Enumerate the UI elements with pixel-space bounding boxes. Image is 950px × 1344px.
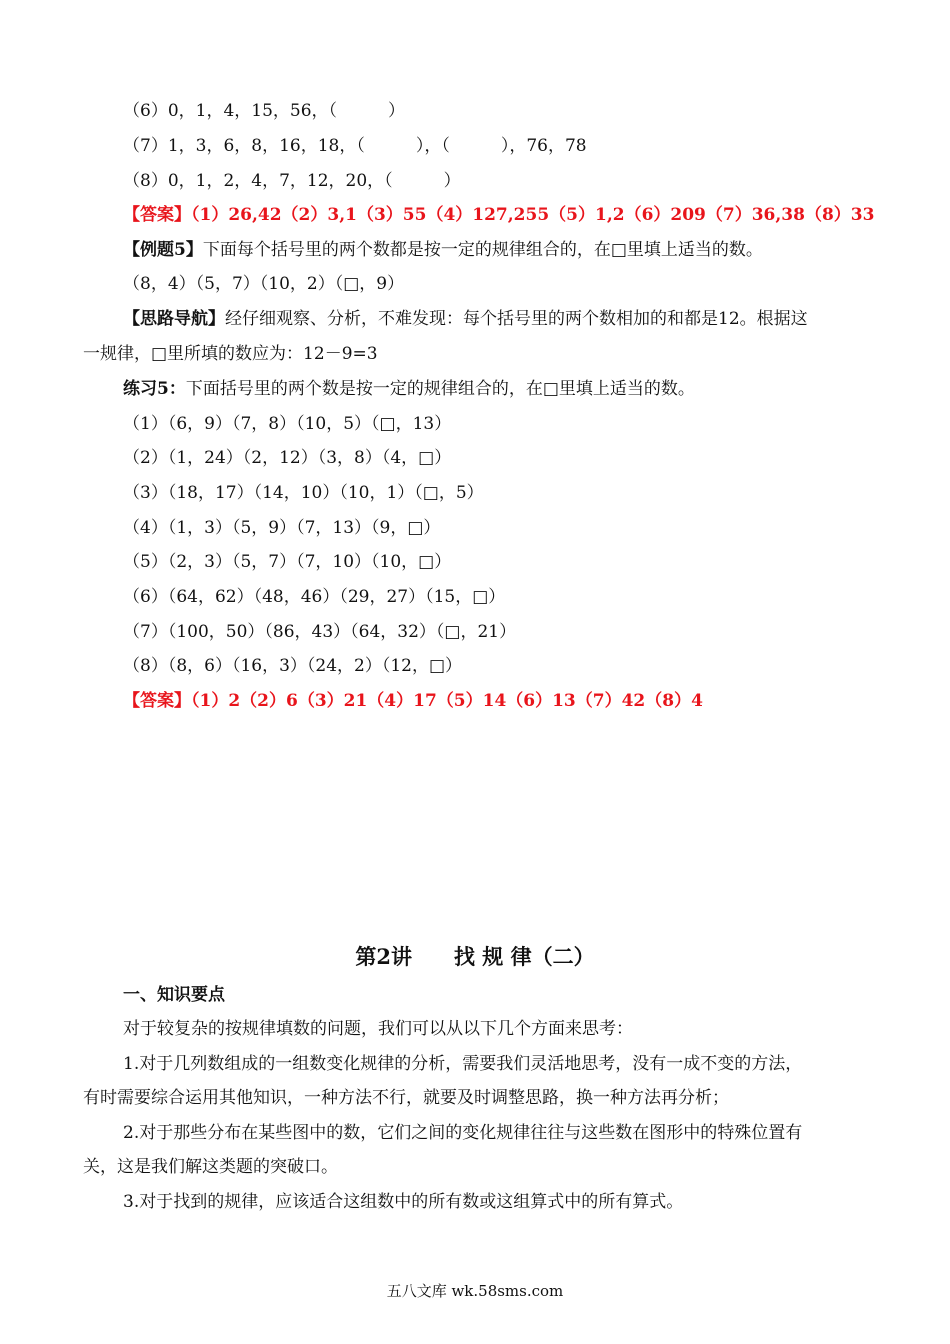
example-label: 【例题5】 [123,240,203,260]
intro-paragraph: 对于较复杂的按规律填数的问题，我们可以从以下几个方面来思考： [123,1019,633,1039]
exercise-5 [123,377,695,401]
example-5-pairs: （8，4）（5，7）（10，2）（□，9） [123,274,405,294]
point-1-line-2: 有时需要综合运用其他知识，一种方法不行，就要及时调整思路，换一种方法再分析； [83,1088,729,1108]
footer-watermark: 五八文库 wk.58sms.com [386,1282,564,1300]
example-5 [123,238,763,262]
answer-block-1 [123,203,874,227]
exercise-label: 练习5： [123,379,186,399]
answer-label: 【答案】 [123,691,191,711]
sequence-line-7: （7）1，3，6，8，16，18，（ ），（ ），76，78 [123,136,587,156]
exercise-line: （6）（64，62）（48，46）（29，27）（15，□） [123,587,506,607]
exercise-line: （5）（2，3）（5，7）（7，10）（10，□） [123,552,452,572]
guide-paragraph-line-2: 一规律，□里所填的数应为：12－9=3 [83,344,378,364]
exercise-line: （7）（100，50）（86，43）（64，32）（□，21） [123,622,517,642]
guide-text: 经仔细观察、分析，不难发现：每个括号里的两个数相加的和都是12。根据这 [225,309,808,329]
guide-paragraph-line-1 [123,307,808,331]
lecture-title: 第2讲 找 规 律（二） [355,944,595,969]
answer-label: 【答案】 [123,205,191,225]
point-3: 3.对于找到的规律，应该适合这组数中的所有数或这组算式中的所有算式。 [123,1192,684,1212]
answer-text: （1）2（2）6（3）21（4）17（5）14（6）13（7）42（8）4 [191,691,703,711]
exercise-text: 下面括号里的两个数是按一定的规律组合的，在□里填上适当的数。 [185,379,695,399]
exercise-line: （4）（1，3）（5，9）（7，13）（9，□） [123,518,441,538]
point-2-line-1: 2.对于那些分布在某些图中的数，它们之间的变化规律往往与这些数在图形中的特殊位置有 [123,1123,803,1143]
point-2-line-2: 关，这是我们解这类题的突破口。 [83,1157,338,1177]
exercise-line: （3）（18，17）（14，10）（10，1）（□，5） [123,483,484,503]
guide-label: 【思路导航】 [123,309,225,329]
sequence-line-8: （8）0，1，2，4，7，12，20，（ ） [123,171,461,191]
sequence-line-6: （6）0，1，4，15，56，（ ） [123,101,406,121]
exercise-line: （8）（8，6）（16，3）（24，2）（12，□） [123,656,463,676]
point-1-line-1: 1.对于几列数组成的一组数变化规律的分析，需要我们灵活地思考，没有一成不变的方法， [123,1054,803,1074]
exercise-line: （2）（1，24）（2，12）（3，8）（4，□） [123,448,452,468]
section-heading: 一、知识要点 [123,985,225,1005]
example-text: 下面每个括号里的两个数都是按一定的规律组合的，在□里填上适当的数。 [202,240,763,260]
answer-text: （1）26,42（2）3,1（3）55（4）127,255（5）1,2（6）209（7）36,38（8）33 [191,205,875,225]
answer-block-2 [123,689,703,713]
exercise-line: （1）（6，9）（7，8）（10，5）（□，13） [123,414,452,434]
